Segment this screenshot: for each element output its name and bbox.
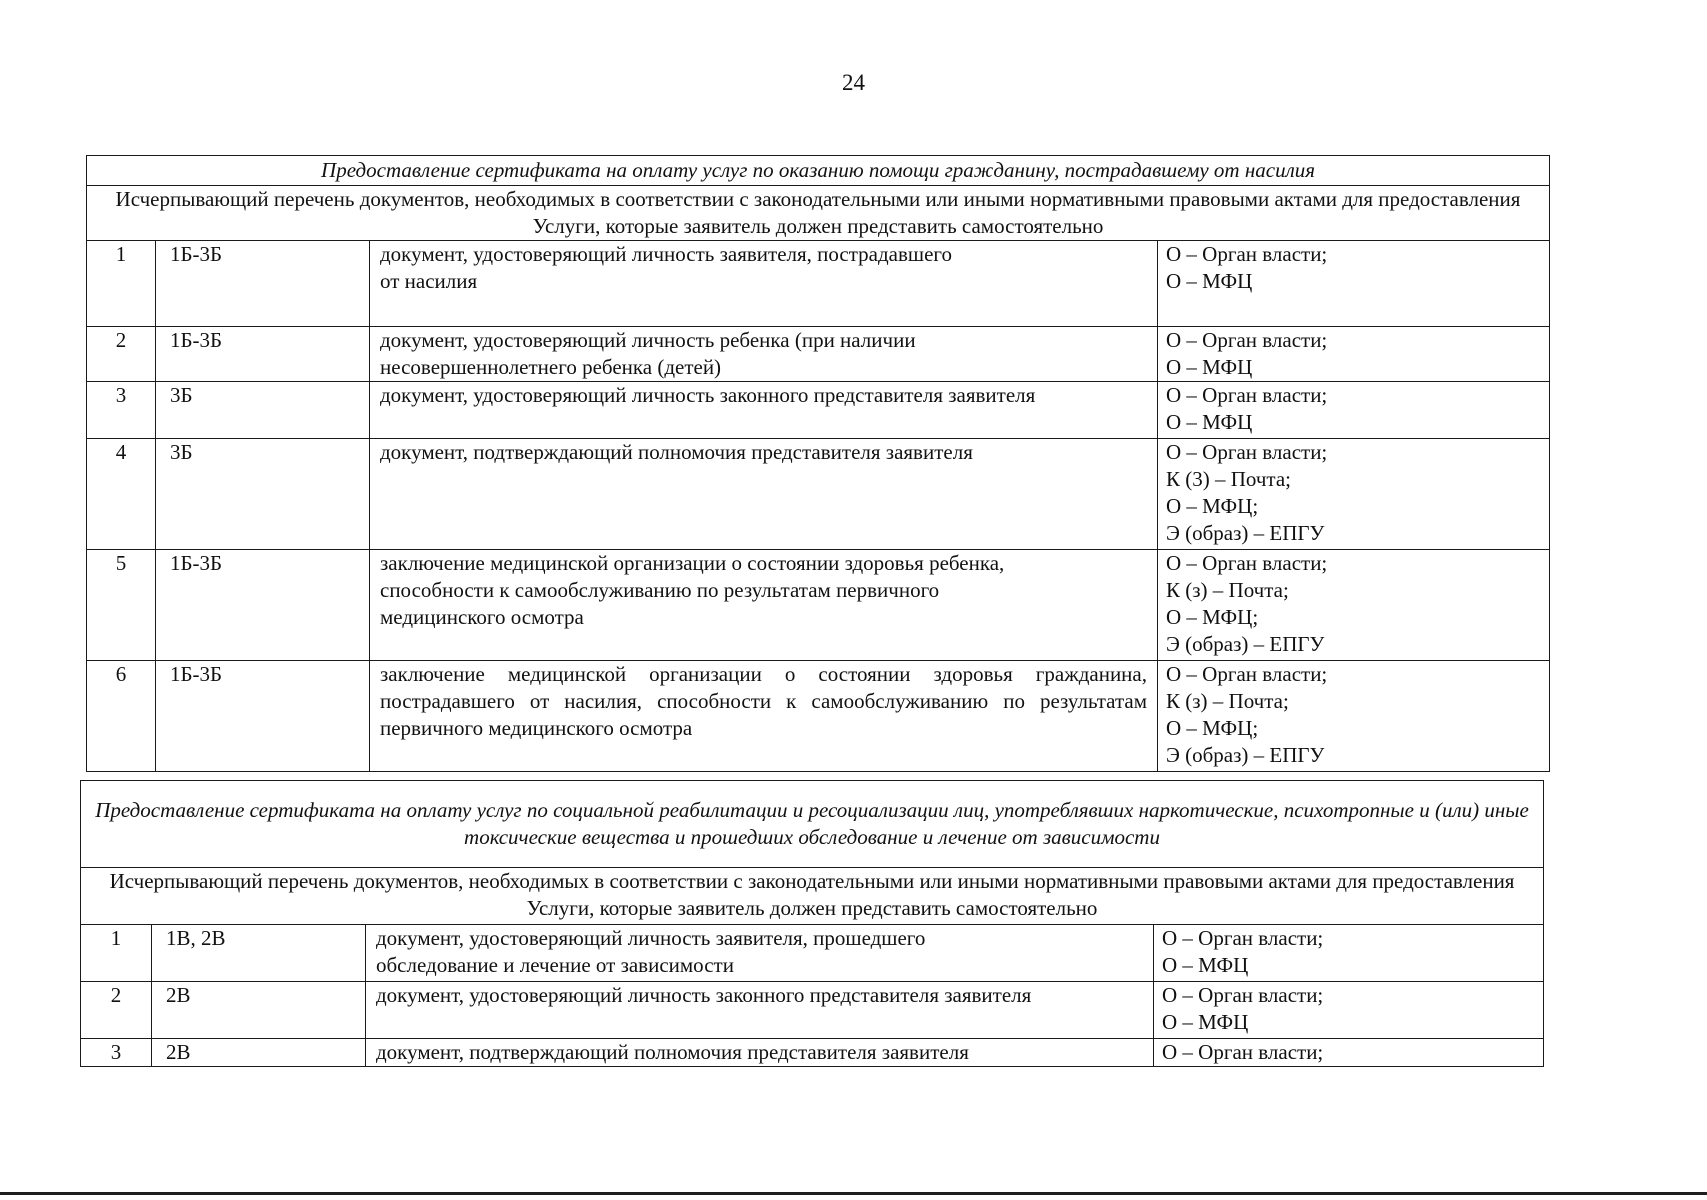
channel-item: К (з) – Почта; [1166,689,1289,713]
section-1-title-row [87,156,1550,186]
channel-item: О – Орган власти; [1166,662,1328,686]
table-row [81,925,1544,982]
documents-table-section-2 [80,780,1544,1067]
channel-item: О – МФЦ [1166,269,1253,293]
applicant-category-code: 1Б-3Б [156,241,370,327]
applicant-category-code: 3Б [156,382,370,439]
table-row [87,661,1550,772]
document-description: документ, подтверждающий полномочия представителя заявителя [370,439,1158,550]
channel-item: О – Орган власти; [1166,383,1328,407]
document-description: документ, удостоверяющий личность заявителя, пострадавшего от насилия [370,241,1158,327]
page-number: 24 [842,70,865,95]
applicant-category-code: 2В [152,1039,366,1067]
document-description: документ, подтверждающий полномочия представителя заявителя [366,1039,1154,1067]
scan-bottom-edge [0,1192,1707,1195]
section-2-title-row [81,781,1544,868]
channel-item: Э (образ) – ЕПГУ [1166,521,1325,545]
channel-item: Э (образ) – ЕПГУ [1166,743,1325,767]
row-number: 2 [87,327,156,382]
section-1-list-header-row [87,186,1550,241]
submission-channels [1158,550,1550,661]
channel-item: О – МФЦ; [1166,494,1259,518]
submission-channels [1154,925,1544,982]
row-number: 1 [87,241,156,327]
applicant-category-code: 1Б-3Б [156,327,370,382]
table-row [87,327,1550,382]
submission-channels [1158,382,1550,439]
section-2-list-header-row [81,868,1544,925]
channel-item: О – МФЦ [1166,410,1253,434]
table-row [87,550,1550,661]
channel-item: Э (образ) – ЕПГУ [1166,632,1325,656]
section-2-title: Предоставление сертификата на оплату услуг по социальной реабилитации и ресоциализации лиц, употреблявших наркотические, психотропные и (или) иные токсические вещества и прошедших обследование и лечение от зависимости [81,781,1544,868]
channel-item: О – Орган власти; [1162,983,1324,1007]
row-number: 4 [87,439,156,550]
document-description: документ, удостоверяющий личность законного представителя заявителя [366,982,1154,1039]
applicant-category-code: 1Б-3Б [156,550,370,661]
applicant-category-code: 2В [152,982,366,1039]
channel-item: О – Орган власти; [1166,242,1328,266]
channel-item: О – Орган власти; [1166,440,1328,464]
document-description: документ, удостоверяющий личность законного представителя заявителя [370,382,1158,439]
table-row [87,241,1550,327]
channel-item: О – МФЦ [1166,355,1253,379]
document-description: документ, удостоверяющий личность ребенка (при наличии несовершеннолетнего ребенка (детей) [370,327,1158,382]
submission-channels [1158,661,1550,772]
channel-item: О – Орган власти; [1166,328,1328,352]
documents-table-section-1 [86,155,1550,772]
channel-item: О – МФЦ [1162,953,1249,977]
document-description: документ, удостоверяющий личность заявителя, прошедшего обследование и лечение от зависимости [366,925,1154,982]
row-number: 6 [87,661,156,772]
channel-item: К (3) – Почта; [1166,467,1292,491]
submission-channels [1154,1039,1544,1067]
submission-channels [1158,439,1550,550]
document-description: заключение медицинской организации о состоянии здоровья ребенка, способности к самообслуживанию по результатам первичного медицинского осмотра [370,550,1158,661]
applicant-category-code: 3Б [156,439,370,550]
section-2-list-header: Исчерпывающий перечень документов, необходимых в соответствии с законодательными или иными нормативными правовыми актами для предоставления Услуги, которые заявитель должен представить самостоятельно [81,868,1544,925]
section-1-title: Предоставление сертификата на оплату услуг по оказанию помощи гражданину, пострадавшему от насилия [87,156,1550,186]
submission-channels [1158,241,1550,327]
applicant-category-code: 1Б-3Б [156,661,370,772]
table-row [81,1039,1544,1067]
table-row [81,982,1544,1039]
channel-item: О – Орган власти; [1162,1040,1324,1064]
submission-channels [1154,982,1544,1039]
row-number: 1 [81,925,152,982]
row-number: 2 [81,982,152,1039]
channel-item: К (з) – Почта; [1166,578,1289,602]
table-row [87,439,1550,550]
document-description: заключение медицинской организации о состоянии здоровья гражданина, пострадавшего от насилия, способности к самообслуживанию по результатам первичного медицинского осмотра [370,661,1158,772]
channel-item: О – МФЦ; [1166,605,1259,629]
channel-item: О – МФЦ; [1166,716,1259,740]
applicant-category-code: 1В, 2В [152,925,366,982]
row-number: 3 [81,1039,152,1067]
table-row [87,382,1550,439]
channel-item: О – Орган власти; [1166,551,1328,575]
row-number: 3 [87,382,156,439]
section-1-list-header: Исчерпывающий перечень документов, необходимых в соответствии с законодательными или иными нормативными правовыми актами для предоставления Услуги, которые заявитель должен представить самостоятельно [87,186,1550,241]
channel-item: О – МФЦ [1162,1010,1249,1034]
submission-channels [1158,327,1550,382]
channel-item: О – Орган власти; [1162,926,1324,950]
row-number: 5 [87,550,156,661]
